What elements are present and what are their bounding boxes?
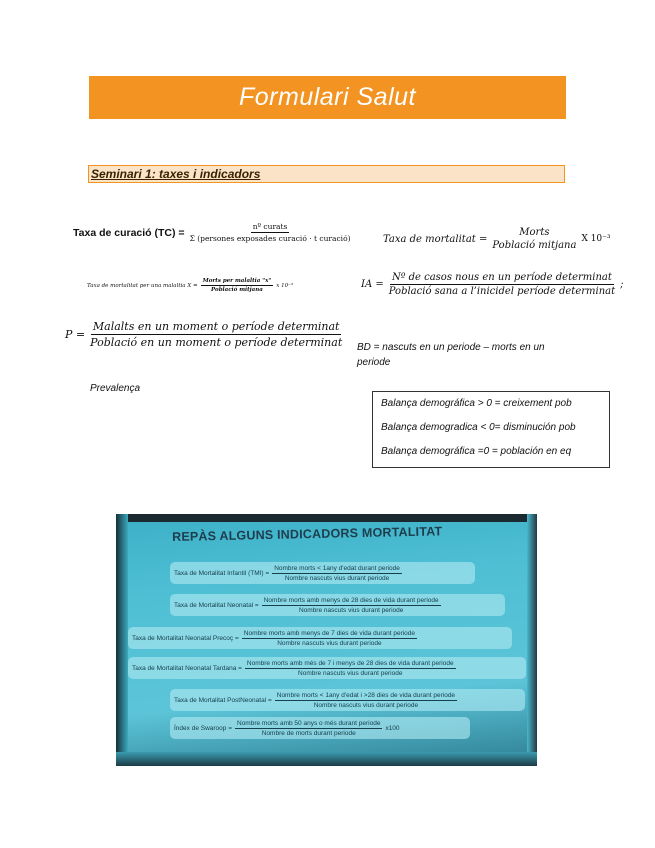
denominator: Població mitjana	[211, 287, 263, 293]
denominator: Nombre nascuts vius durant periode	[313, 701, 419, 709]
fraction	[275, 692, 457, 709]
slide-formula-row	[128, 627, 512, 649]
denominator: Població mitjana	[492, 240, 577, 251]
numerator: Nombre morts < 1any d'edat durant periode	[274, 564, 400, 572]
fraction	[490, 227, 578, 251]
slide-formula-label: Taxa de Mortalitat Infantil (TMI) =	[174, 569, 270, 577]
balanca-line: Balança demogradica < 0= disminución pob	[381, 422, 576, 433]
fraction	[235, 720, 382, 737]
denominator: Nombre de morts durant periode	[261, 729, 356, 737]
numerator: Nombre morts amb menys de 7 dies de vida durant periode	[243, 629, 416, 637]
section-header	[88, 165, 565, 183]
slide-formula-row	[170, 717, 470, 739]
fraction	[245, 660, 456, 677]
numerator: nº curats	[252, 222, 288, 231]
prevalenca-label: Prevalença	[90, 383, 141, 394]
denominator: Nombre nascuts vius durant periode	[284, 574, 390, 582]
slide-formula-label: Taxa de Mortalitat Neonatal =	[174, 601, 259, 609]
fraction	[188, 222, 353, 243]
formula-label: Taxa de mortalitat per una malaltia X =	[87, 282, 198, 289]
numerator: Nombre morts amb més de 7 i menys de 28 dies de vida durant periode	[246, 659, 454, 667]
slide-formula-tail: x100	[385, 724, 400, 732]
fraction	[262, 597, 441, 614]
denominator: Nombre nascuts vius durant periode	[298, 669, 403, 677]
formula-taxa-mortalitat-malaltia	[87, 278, 293, 293]
slide-formula-label: Taxa de Mortalitat Neonatal Tardana =	[132, 664, 242, 672]
balanca-line: Balança demográfica > 0 = creixement pob	[381, 398, 572, 409]
formula-factor: X 10⁻³	[581, 234, 611, 244]
balanca-box	[372, 391, 610, 468]
numerator: Nombre morts amb menys de 28 dies de vida durant periode	[263, 596, 439, 604]
formula-incidencia-acumulada	[361, 272, 624, 297]
balanca-line: Balança demográfica =0 = población en eq	[381, 446, 572, 457]
fraction	[387, 272, 617, 297]
denominator: Població en un moment o període determinat	[90, 336, 343, 349]
numerator: Malalts en un moment o període determinat	[92, 320, 340, 333]
slide-title: REPÀS ALGUNS INDICADORS MORTALITAT	[172, 524, 443, 544]
fraction	[242, 630, 417, 647]
formula-label: P =	[65, 328, 86, 341]
formula-label: Taxa de curació (TC) =	[73, 226, 185, 239]
numerator: Morts	[519, 227, 550, 238]
formula-prevalenca	[65, 320, 347, 349]
title-banner	[89, 76, 566, 119]
numerator: Nombre morts amb 50 anys o més durant periode	[237, 719, 381, 727]
fraction	[201, 278, 274, 293]
slide-formula-label: Taxa de Mortalitat PostNeonatal =	[174, 696, 272, 704]
denominator: Nombre nascuts vius durant periode	[298, 606, 404, 614]
slide-formula-row	[170, 594, 505, 616]
page-title: Formulari Salut	[239, 83, 416, 111]
numerator: Nombre morts < 1any d'edat i >28 dies de vida durant periode	[276, 691, 456, 699]
denominator: Nombre nascuts vius durant periode	[277, 639, 382, 647]
formula-taxa-mortalitat	[383, 227, 611, 251]
denominator: Σ (persones exposades curació · t curació)	[189, 234, 351, 243]
denominator: Població sana a l’inicidel període determinat	[388, 286, 616, 297]
slide-formula-row	[170, 689, 525, 711]
slide-formula-label: Índex de Swaroop =	[174, 724, 232, 732]
formula-factor: x 10⁻⁵	[276, 282, 294, 289]
formula-label: Taxa de mortalitat =	[383, 233, 488, 245]
slide-photo	[116, 514, 537, 766]
section-title: Seminari 1: taxes i indicadors	[91, 167, 261, 181]
formula-taxa-curacio	[73, 222, 356, 243]
slide-formula-row	[170, 562, 475, 584]
bd-text: BD = nascuts en un periode – morts en un periode	[357, 342, 545, 368]
numerator: Nº de casos nous en un període determinat	[391, 272, 612, 283]
formula-label: IA =	[361, 279, 384, 290]
slide-formula-label: Taxa de Mortalitat Neonatal Precoç =	[132, 634, 239, 642]
formula-tail: ;	[620, 279, 624, 290]
numerator: Morts per malaltia "x"	[202, 278, 272, 284]
fraction	[88, 320, 344, 349]
fraction	[272, 565, 402, 582]
slide-formula-row	[128, 657, 526, 679]
